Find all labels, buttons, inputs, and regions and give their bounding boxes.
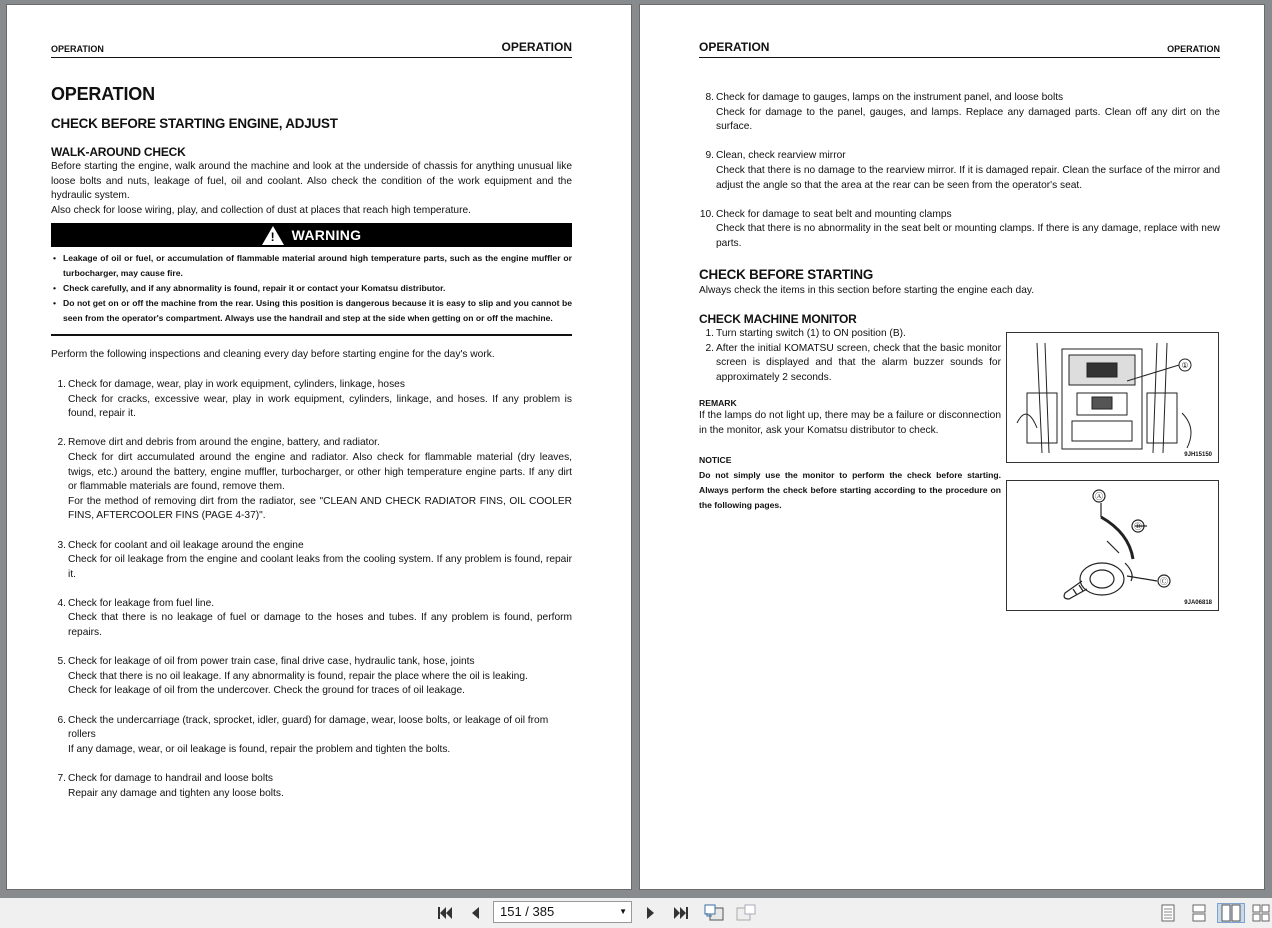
step-title: Clean, check rearview mirror <box>716 150 846 162</box>
warning-title: WARNING <box>291 227 362 244</box>
two-page-icon <box>1220 904 1242 922</box>
continuous-view-button[interactable] <box>1188 903 1210 923</box>
step-body: Repair any damage and tighten any loose bolts. <box>68 787 284 799</box>
switch-illustration <box>1007 481 1218 610</box>
first-page-button[interactable] <box>434 903 456 923</box>
step-body: If any damage, wear, or oil leakage is found, repair the problem and tighten the bolts. <box>68 743 451 755</box>
remark-label: REMARK <box>699 398 737 409</box>
warning-triangle-icon: ! <box>262 226 284 245</box>
inspection-list <box>51 378 572 801</box>
inspection-list-continued <box>699 91 1220 252</box>
monitor-figure <box>1006 332 1219 463</box>
header-right-label: OPERATION <box>1167 44 1220 54</box>
step-title: Check for leakage of oil from power train case, final drive case, hydraulic tank, hose, joints <box>68 656 475 668</box>
previous-page-button[interactable] <box>464 903 486 923</box>
chevron-down-icon: ▼ <box>619 907 627 916</box>
header-left-label: OPERATION <box>699 40 770 54</box>
two-page-continuous-icon <box>1252 904 1270 922</box>
page-indicator: 151 / 385 <box>500 904 555 919</box>
step-number: 1. <box>57 378 66 390</box>
daily-text: Perform the following inspections and cleaning every day before starting engine for the day's work. <box>51 349 495 361</box>
figure-code: 9JA06818 <box>1184 600 1212 606</box>
monitor-text-column <box>699 312 1001 513</box>
section-text: Always check the items in this section before starting the engine each day. <box>699 284 1035 296</box>
step-body: Check for dirt accumulated around the engine and radiator. Also check for flammable material (dry leaves, twigs, etc.) around the battery, engine muffler, turbocharger, or other high temperature engine parts. If any dirt or flammable materials are found, remove them. <box>68 451 572 493</box>
list-item <box>699 149 1220 193</box>
callout-c: Ⓒ <box>1160 577 1168 586</box>
remark-text: If the lamps do not light up, there may be a failure or disconnection in the monitor, ask your Komatsu distributor to check. <box>699 410 1001 436</box>
step-title: Check for damage to handrail and loose bolts <box>68 773 274 784</box>
callout-1: ① <box>1181 361 1189 370</box>
list-item <box>699 208 1220 252</box>
warning-header <box>51 223 572 247</box>
viewer-toolbar <box>0 898 1272 928</box>
forward-view-icon <box>735 904 757 922</box>
step-number: 10. <box>699 208 714 220</box>
right-page <box>639 4 1265 890</box>
warning-item: • Do not get on or off the machine from the rear. Using this position is dangerous because it is easy to slip and you cannot be seen from the operator's compartment. Always use the handrail and step at the side when getting on or off the machine. <box>51 296 572 326</box>
step-title: Check for coolant and oil leakage around the engine <box>68 539 304 551</box>
single-page-view-button[interactable] <box>1157 903 1179 923</box>
notice-text: Do not simply use the monitor to perform the check before starting. Always perform the check before starting according to the procedure on the following pages. <box>699 470 1001 511</box>
callout-b: Ⓑ <box>1134 522 1142 531</box>
step-text: After the initial KOMATSU screen, check that the basic monitor screen is displayed and that the alarm buzzer sounds for approximately 2 seconds. <box>716 342 1001 383</box>
section-title: CHECK BEFORE STARTING <box>699 266 874 282</box>
single-page-icon <box>1160 904 1176 922</box>
intro-text: Before starting the engine, walk around the machine and look at the underside of chassis for anything unusual like loose bolts and nuts, leakage of fuel, oil and coolant. Also check the condition of the work equipment and the hydraulic system. <box>51 161 572 202</box>
next-page-button[interactable] <box>640 903 662 923</box>
step-body: Check for damage to the panel, gauges, and lamps. Replace any damaged parts. Clean off any dirt on the surface. <box>716 106 1220 133</box>
step-title: Check for damage to gauges, lamps on the instrument panel, and loose bolts <box>716 92 1064 103</box>
step-body: Check for cracks, excessive wear, play in work equipment, cylinders, linkage, and hoses. If any problem is found, repair it. <box>68 393 572 420</box>
step-number: 5. <box>57 656 66 668</box>
step-number: 6. <box>57 714 66 726</box>
step-number: 7. <box>57 773 66 784</box>
page-number-select[interactable] <box>493 901 632 923</box>
step-title: Check for damage, wear, play in work equipment, cylinders, linkage, hoses <box>68 378 405 390</box>
figure-code: 9JH15150 <box>1184 452 1212 458</box>
next-page-icon <box>644 905 658 921</box>
step-number: 9. <box>705 150 714 162</box>
back-view-icon <box>703 904 725 922</box>
go-back-view-button[interactable] <box>702 903 726 923</box>
list-item <box>51 655 572 699</box>
two-page-continuous-view-button[interactable] <box>1251 903 1271 923</box>
notice-label: NOTICE <box>699 455 732 466</box>
list-item <box>699 91 1220 135</box>
section-title: CHECK BEFORE STARTING ENGINE, ADJUST <box>51 116 338 131</box>
step-body: Check that there is no damage to the rearview mirror. If it is damaged repair. Clean the surface of the mirror and adjust the angle so that the area at the rear can be seen from the operator's seat. <box>716 164 1220 191</box>
page-title: OPERATION <box>51 84 155 104</box>
step-body: Check that there is no oil leakage. If any abnormality is found, repair the place where the oil is leaking. <box>68 670 528 682</box>
step-body: Check that there is no abnormality in the seat belt or mounting clamps. If there is any damage, replace with new parts. <box>716 223 1220 249</box>
step-title: Remove dirt and debris from around the engine, battery, and radiator. <box>68 437 380 449</box>
step-title: Check for leakage from fuel line. <box>68 597 215 609</box>
page-header <box>51 39 572 58</box>
monitor-illustration <box>1007 333 1218 462</box>
list-item <box>51 539 572 583</box>
continuous-page-icon <box>1191 904 1207 922</box>
warning-item: • Leakage of oil or fuel, or accumulation of flammable material around high temperature parts, such as the engine muffler or turbocharger, may cause fire. <box>51 251 572 281</box>
subsection-title: WALK-AROUND CHECK <box>51 145 186 159</box>
list-item <box>699 327 1001 342</box>
step-body-2: Check for leakage of oil from the undercover. Check the ground for traces of oil leakage. <box>68 685 465 697</box>
subsection-title: CHECK MACHINE MONITOR <box>699 312 857 327</box>
step-number: 3. <box>57 539 66 551</box>
callout-a: Ⓐ <box>1095 492 1103 501</box>
warning-item-note: • Check carefully, and if any abnormality is found, repair it or contact your Komatsu distributor. <box>51 281 572 296</box>
step-number: 4. <box>57 597 66 609</box>
step-number: 1. <box>705 328 714 340</box>
list-item <box>51 436 572 524</box>
list-item <box>51 772 572 801</box>
step-body: Check for oil leakage from the engine and coolant leaks from the cooling system. If any problem is found, repair it. <box>68 554 572 580</box>
warning-box <box>51 223 572 336</box>
last-page-button[interactable] <box>670 903 692 923</box>
step-number: 2. <box>57 437 66 449</box>
last-page-icon <box>672 905 690 921</box>
intro-text-2: Also check for loose wiring, play, and collection of dust at places that reach high temperature. <box>51 204 471 216</box>
step-title: Check for damage to seat belt and mounting clamps <box>716 208 952 220</box>
step-title: Check the undercarriage (track, sprocket, idler, guard) for damage, wear, loose bolts, or leakage of oil from rollers <box>68 714 549 741</box>
previous-page-icon <box>468 905 482 921</box>
first-page-icon <box>436 905 454 921</box>
left-page <box>6 4 632 890</box>
step-number: 8. <box>705 92 714 103</box>
monitor-steps <box>699 327 1001 385</box>
list-item <box>699 342 1001 386</box>
step-body-2: For the method of removing dirt from the radiator, see "CLEAN AND CHECK RADIATOR FINS, OIL COOLER FINS, AFTERCOOLER FINS (PAGE 4-37)". <box>68 495 572 522</box>
starting-switch-figure <box>1006 480 1219 611</box>
header-left-label: OPERATION <box>51 44 104 54</box>
step-body: Check that there is no leakage of fuel or damage to the hoses and tubes. If any problem is found, perform repairs. <box>68 612 572 639</box>
two-page-view-button[interactable] <box>1217 903 1245 923</box>
header-right-label: OPERATION <box>501 40 572 54</box>
list-item <box>51 378 572 422</box>
step-text: Turn starting switch (1) to ON position (B). <box>716 328 906 340</box>
go-forward-view-button[interactable] <box>734 903 758 923</box>
list-item <box>51 714 572 758</box>
list-item <box>51 597 572 641</box>
page-header <box>699 39 1220 58</box>
step-number: 2. <box>705 342 714 354</box>
